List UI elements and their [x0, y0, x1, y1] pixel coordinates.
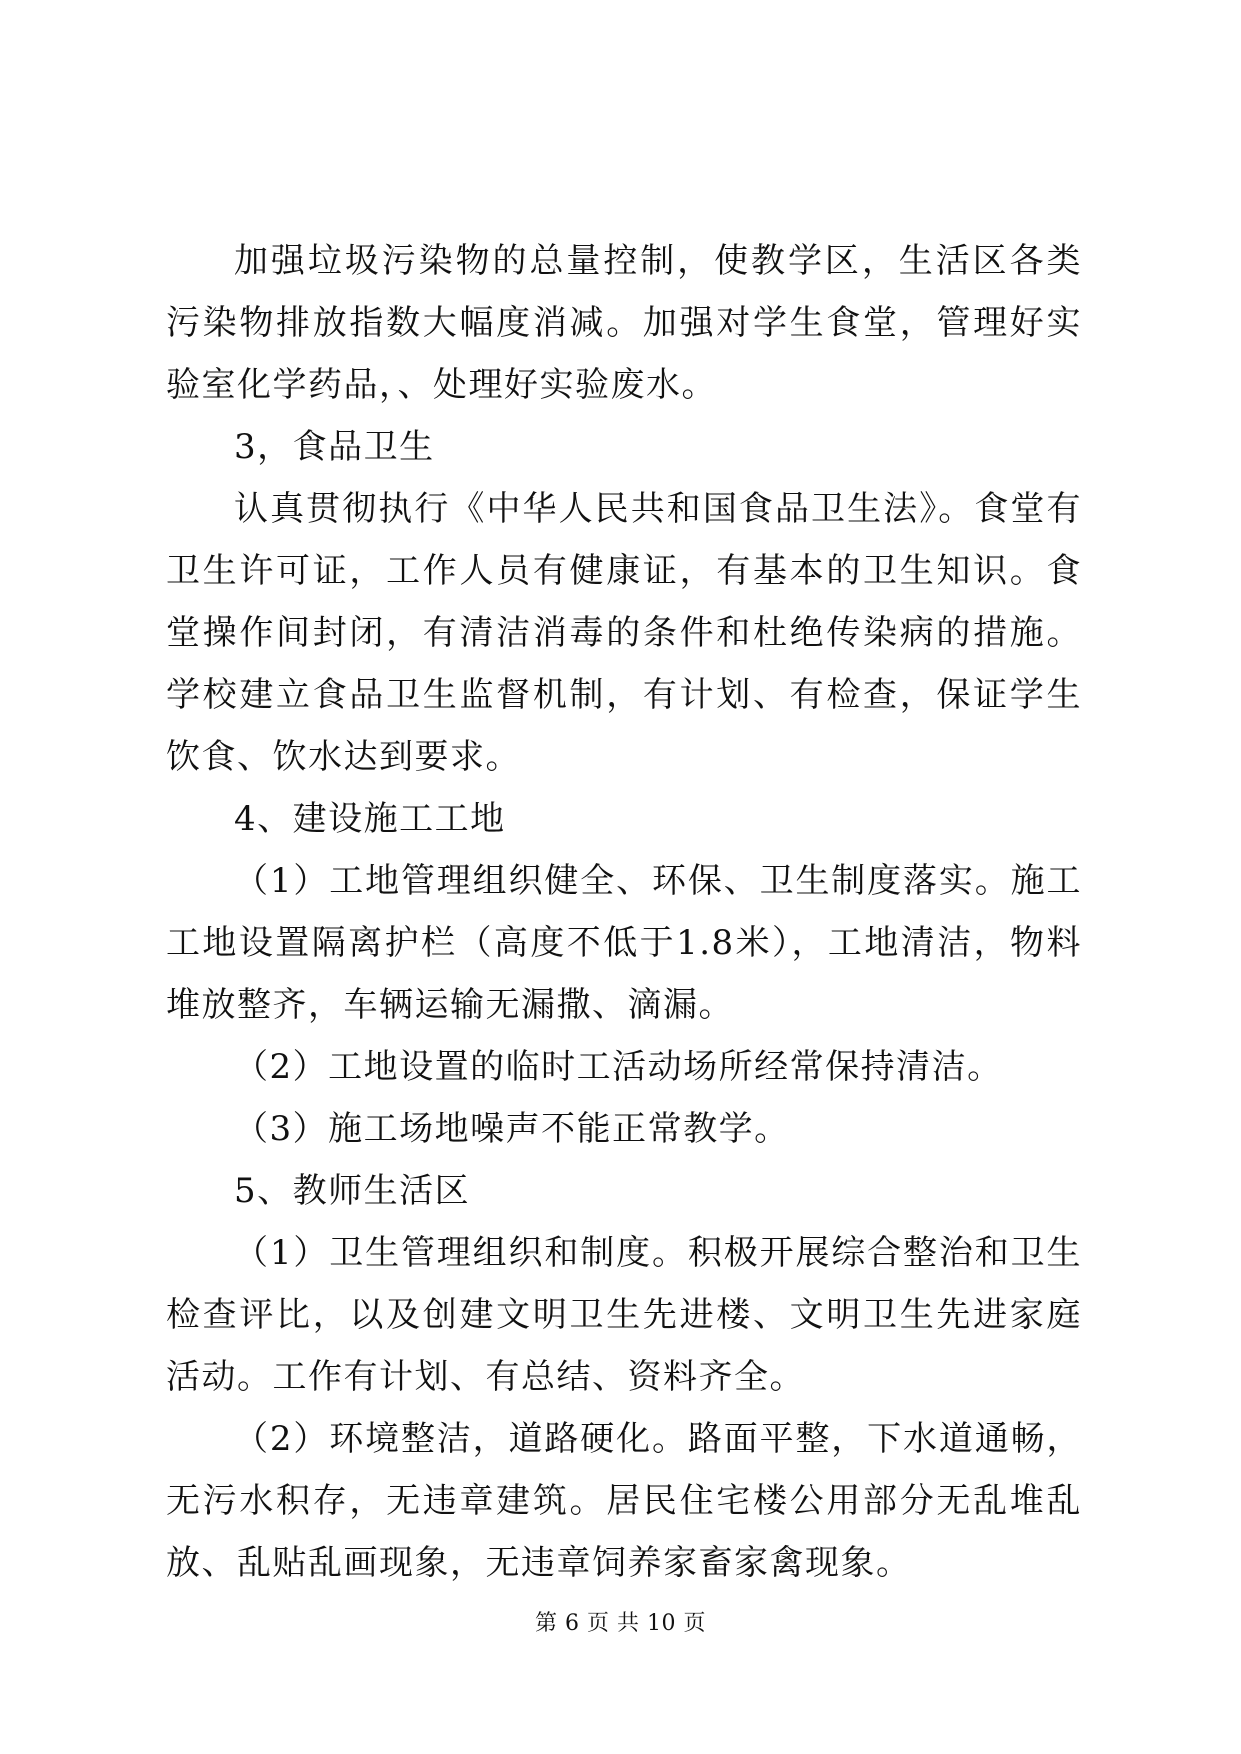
section-heading-food-hygiene: 3，食品卫生 [234, 427, 435, 467]
list-item-living-area-2: （2）环境整洁，道路硬化。路面平整，下水道通畅，无污水积存，无违章建筑。居民住宅楼公用部分无乱堆乱放、乱贴乱画现象，无违章饲养家畜家禽现象。 [166, 1419, 1082, 1583]
list-item-living-area-1: （1）卫生管理组织和制度。积极开展综合整治和卫生检查评比，以及创建文明卫生先进楼、文明卫生先进家庭活动。工作有计划、有总结、资料齐全。 [166, 1233, 1082, 1397]
section-heading-construction-site: 4、建设施工工地 [234, 799, 506, 839]
paragraph-food-hygiene: 认真贯彻执行《中华人民共和国食品卫生法》。食堂有卫生许可证，工作人员有健康证，有基本的卫生知识。食堂操作间封闭，有清洁消毒的条件和杜绝传染病的措施。学校建立食品卫生监督机制，有计划、有检查，保证学生饮食、饮水达到要求。 [166, 489, 1082, 777]
list-item-construction-3: （3）施工场地噪声不能正常教学。 [234, 1109, 790, 1149]
page-footer [0, 1606, 1241, 1637]
paragraph-pollution-control: 加强垃圾污染物的总量控制，使教学区，生活区各类污染物排放指数大幅度消减。加强对学生食堂，管理好实验室化学药品，、处理好实验废水。 [166, 241, 1082, 405]
list-item-construction-2: （2）工地设置的临时工活动场所经常保持清洁。 [234, 1047, 1003, 1087]
section-heading-teacher-living-area: 5、教师生活区 [234, 1171, 471, 1211]
document-body [166, 230, 1082, 1594]
page-number: 第 6 页 共 10 页 [535, 1611, 706, 1636]
list-item-construction-1: （1）工地管理组织健全、环保、卫生制度落实。施工工地设置隔离护栏（高度不低于1.8米），工地清洁，物料堆放整齐，车辆运输无漏撒、滴漏。 [166, 861, 1082, 1025]
